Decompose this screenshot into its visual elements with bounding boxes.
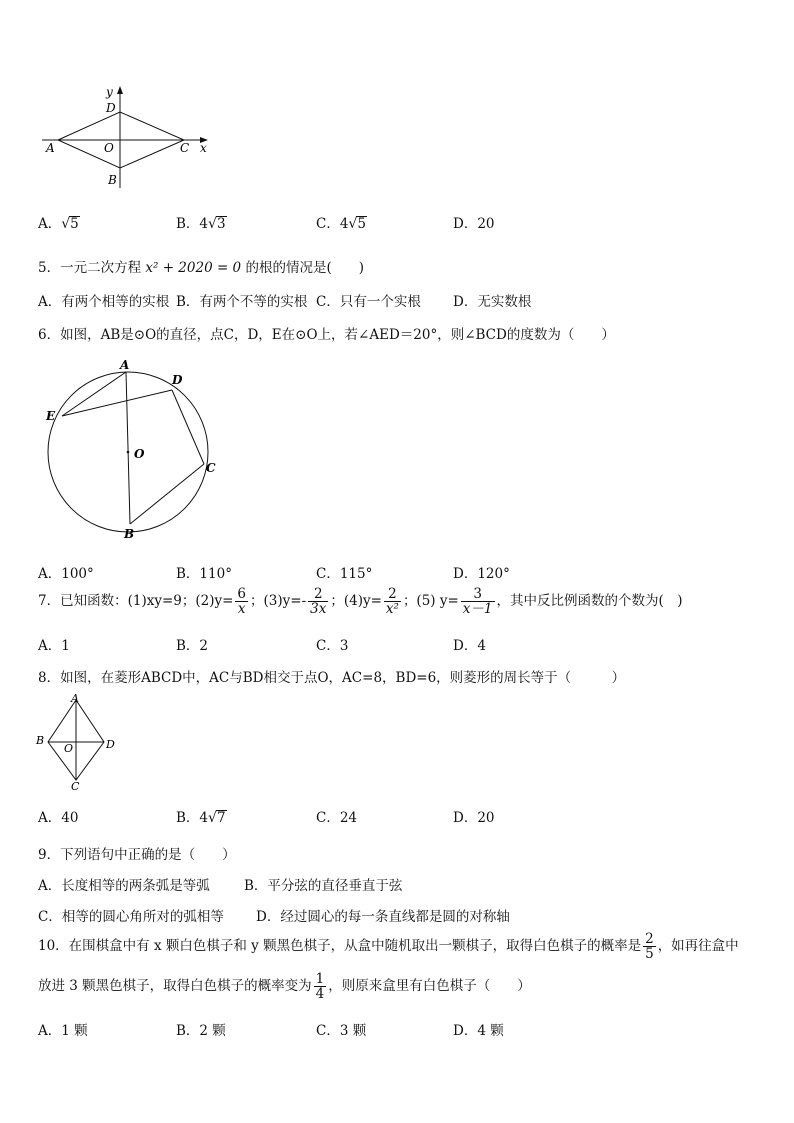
chord-ae bbox=[62, 372, 126, 416]
q9-stem: 9．下列语句中正确的是（ ） bbox=[38, 847, 236, 863]
label-y: y bbox=[106, 85, 113, 99]
q5-stem-pre: 5．一元二次方程 bbox=[38, 260, 146, 276]
q10-line1-pre: 10．在围棋盒中有 x 颗白色棋子和 y 颗黑色棋子，从盒中随机取出一颗棋子，取得白色棋子的概率是 bbox=[38, 938, 642, 954]
q9-option-c[interactable]: C．相等的圆心角所对的弧相等 bbox=[38, 909, 224, 925]
q10-option-d[interactable]: D．4 颗 bbox=[453, 1023, 504, 1039]
fraction-2-over-5: $\frac{2}{5}$ bbox=[645, 931, 654, 962]
q7-part-a: 7．已知函数：(1)xy=9；(2)y= bbox=[38, 593, 234, 609]
y-axis-arrow bbox=[117, 86, 123, 94]
label-A: A bbox=[71, 692, 79, 705]
label-D: D bbox=[106, 738, 115, 751]
radicand: 3 bbox=[216, 216, 226, 232]
label-A: A bbox=[46, 141, 55, 155]
q5-option-a[interactable]: A．有两个相等的实根 bbox=[38, 294, 170, 310]
label-B: B bbox=[36, 734, 45, 747]
label-C: C bbox=[180, 141, 190, 155]
q7-stem bbox=[38, 587, 683, 616]
option-label: C．4 bbox=[316, 216, 349, 232]
label-O: O bbox=[134, 447, 145, 461]
q9-option-a[interactable]: A．长度相等的两条弧是等弧 bbox=[38, 878, 210, 894]
q5-option-c[interactable]: C．只有一个实根 bbox=[316, 294, 421, 310]
radicand: 5 bbox=[357, 216, 366, 232]
fraction-2-over-3x: $\frac{2}{3x}$ bbox=[310, 586, 327, 617]
q4-option-d[interactable]: D．20 bbox=[453, 216, 495, 232]
q9-option-b[interactable]: B．平分弦的直径垂直于弦 bbox=[244, 878, 403, 894]
fraction-3-over-x-1: $\frac{3}{x-1}$ bbox=[462, 586, 493, 617]
diameter-ab bbox=[126, 372, 130, 524]
q5-stem-post: 的根的情况是( ) bbox=[241, 260, 364, 276]
label-O: O bbox=[64, 742, 74, 755]
q8-option-c[interactable]: C．24 bbox=[316, 810, 358, 826]
q7-part-c: ；(4)y= bbox=[330, 593, 382, 609]
q7-part-b: ；(3)y=- bbox=[250, 593, 307, 609]
q7-option-d[interactable]: D．4 bbox=[453, 638, 486, 654]
q7-part-d: ；(5) y= bbox=[402, 593, 459, 609]
q10-option-a[interactable]: A．1 颗 bbox=[38, 1023, 88, 1039]
label-D: D bbox=[172, 373, 183, 387]
q4-option-b[interactable]: B．4√3 bbox=[176, 216, 226, 232]
q10-line2 bbox=[38, 972, 531, 1001]
q6-option-a[interactable]: A．100° bbox=[38, 566, 94, 582]
q10-option-c[interactable]: C．3 颗 bbox=[316, 1023, 367, 1039]
label-D: D bbox=[106, 101, 116, 115]
q5-option-d[interactable]: D．无实数根 bbox=[453, 294, 532, 310]
q4-option-c[interactable]: C．4√5 bbox=[316, 216, 366, 232]
q6-stem: 6．如图，AB是⊙O的直径，点C，D，E在⊙O上，若∠AED＝20°，则∠BCD的度数为（ ） bbox=[38, 327, 615, 343]
q6-option-c[interactable]: C．115° bbox=[316, 566, 373, 582]
fraction-1-over-4: $\frac{1}{4}$ bbox=[315, 971, 325, 1002]
label-A: A bbox=[120, 358, 130, 372]
fraction-6-over-x: $\frac{6}{x}$ bbox=[237, 586, 247, 617]
label-x: x bbox=[200, 141, 207, 155]
q10-option-b[interactable]: B．2 颗 bbox=[176, 1023, 226, 1039]
q7-option-a[interactable]: A．1 bbox=[38, 638, 70, 654]
q10-line1-post: ，如再往盒中 bbox=[657, 938, 739, 954]
radicand: 5 bbox=[70, 216, 79, 232]
q8-option-b[interactable]: B．4√7 bbox=[176, 810, 226, 826]
q6-circle-figure bbox=[38, 354, 228, 544]
q7-option-b[interactable]: B．2 bbox=[176, 638, 209, 654]
radicand: 7 bbox=[216, 810, 226, 826]
q8-option-d[interactable]: D．20 bbox=[453, 810, 495, 826]
fraction-2-over-x2: $\frac{2}{\text{x²}}$ bbox=[385, 586, 399, 617]
q6-option-d[interactable]: D．120° bbox=[453, 566, 510, 582]
label-B: B bbox=[124, 527, 135, 541]
q10-line2-post: ，则原来盒里有白色棋子（ ） bbox=[328, 978, 531, 994]
q7-option-c[interactable]: C．3 bbox=[316, 638, 349, 654]
chord-dc bbox=[172, 390, 204, 464]
center-point bbox=[127, 451, 130, 454]
option-label: A． bbox=[38, 216, 62, 232]
q5-option-b[interactable]: B．有两个不等的实根 bbox=[176, 294, 308, 310]
option-label: B．4 bbox=[176, 810, 209, 826]
q10-line1 bbox=[38, 932, 739, 961]
chord-ed bbox=[62, 390, 172, 416]
label-E: E bbox=[46, 409, 56, 423]
q4-rhombus-axes-figure bbox=[38, 84, 218, 194]
q4-option-a[interactable]: A．√5 bbox=[38, 216, 79, 232]
option-label: B．4 bbox=[176, 216, 209, 232]
chord-cb bbox=[130, 464, 204, 524]
q5-stem bbox=[38, 256, 364, 276]
q5-equation: x² + 2020 = 0 bbox=[145, 260, 242, 276]
q8-option-a[interactable]: A．40 bbox=[38, 810, 79, 826]
label-C: C bbox=[206, 461, 216, 475]
q9-option-d[interactable]: D．经过圆心的每一条直线都是圆的对称轴 bbox=[256, 909, 510, 925]
q8-stem: 8．如图，在菱形ABCD中，AC与BD相交于点O，AC=8，BD=6，则菱形的周长等于（ ） bbox=[38, 670, 626, 686]
q7-part-e: ，其中反比例函数的个数为( ) bbox=[496, 593, 683, 609]
label-B: B bbox=[108, 173, 117, 187]
q8-rhombus-figure bbox=[34, 692, 124, 792]
q6-option-b[interactable]: B．110° bbox=[176, 566, 232, 582]
label-C: C bbox=[71, 780, 80, 792]
label-O: O bbox=[104, 141, 114, 155]
q10-line2-pre: 放进 3 颗黑色棋子，取得白色棋子的概率变为 bbox=[38, 978, 312, 994]
